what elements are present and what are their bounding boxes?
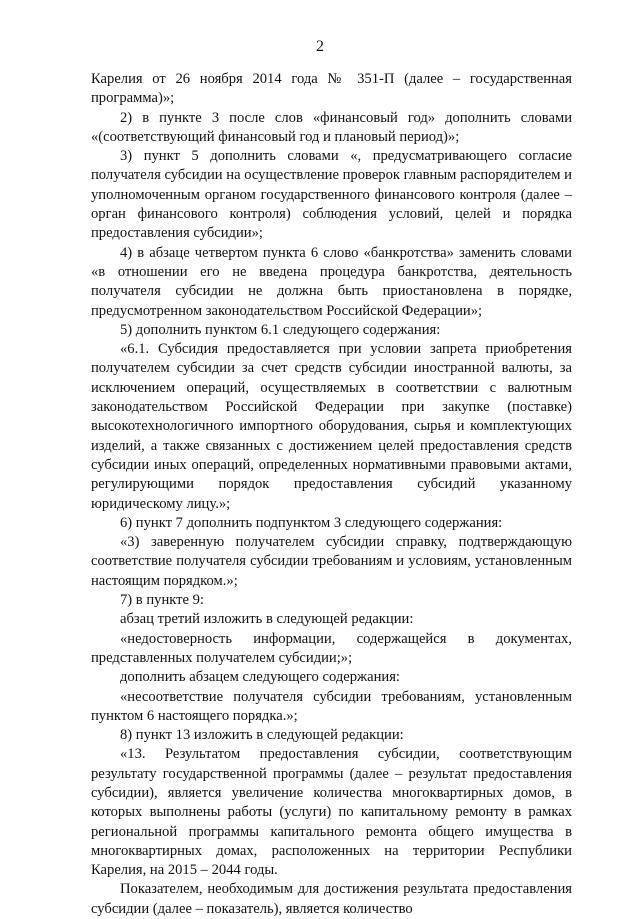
paragraph-item-7: 7) в пункте 9: [120, 592, 205, 609]
paragraph-add-abzac: дополнить абзацем следующего содержания: [120, 669, 400, 686]
paragraph-quote-nedostovernost: «недостоверность информации, содержащейся в документах, представленных получателем субсидии;»; [91, 630, 572, 666]
paragraph-item-8: 8) пункт 13 изложить в следующей редакции: [120, 727, 404, 744]
paragraph-item-6: 6) пункт 7 дополнить подпунктом 3 следующего содержания: [120, 514, 503, 531]
paragraph-item-4: 4) в абзаце четвертом пункта 6 слово «банкротства» заменить словами «в отношении его не введена процедура банкротства, деятельность получателя субсидии не должна быть приостановлена в порядке, предусмотренном законодательством Российской Федерации»; [91, 244, 572, 319]
paragraph-indicator: Показателем, необходимым для достижения результата предоставления субсидии (далее – показатель), является количество [91, 881, 572, 917]
paragraph-item-3: 3) пункт 5 дополнить словами «, предусматривающего согласие получателя субсидии на осуществление проверок главным распорядителем и уполномоченным органом государственного финансового контроля (далее – орган финансового контроля) соблюдения условий, целей и порядка предоставления субсидии»; [91, 148, 572, 242]
document-body [91, 70, 572, 919]
paragraph-quote-nesootvetstvie: «несоответствие получателя субсидии требованиям, установленным пунктом 6 настоящего порядка.»; [91, 688, 572, 724]
paragraph-subclause-3: «3) заверенную получателем субсидии справку, подтверждающую соответствие получателя субсидии требованиям и условиям, установленным настоящим порядком.»; [91, 534, 572, 589]
paragraph-clause-6-1: «6.1. Субсидия предоставляется при условии запрета приобретения получателем субсидии за счет средств субсидии иностранной валюты, за исключением операций, осуществляемых в соответствии с валютным законодательством Российской Федерации при закупке (поставке) высокотехнологичного импортного оборудования, сырья и комплектующих изделий, а также связанных с достижением целей предоставления средств субсидии иных операций, определенных нормативными правовыми актами, регулирующими порядок предоставления субсидий указанному юридическому лицу.»; [91, 341, 572, 512]
paragraph-clause-13: «13. Результатом предоставления субсидии, соответствующим результату государственной программы (далее – результат предоставления субсидии), является увеличение количества многоквартирных домов, в которых выполнены работы (услуги) по капитальному ремонту в рамках региональной программы капитального ремонта общего имущества в многоквартирных домах, расположенных на территории Республики Карелия, на 2015 – 2044 годы. [91, 746, 572, 879]
paragraph-item-5: 5) дополнить пунктом 6.1 следующего содержания: [120, 321, 441, 338]
paragraph-continuation: Карелия от 26 ноября 2014 года № 351-П (далее – государственная программа)»; [91, 71, 572, 107]
paragraph-item-2: 2) в пункте 3 после слов «финансовый год» дополнить словами «(соответствующий финансовый год и плановый период)»; [91, 109, 572, 145]
page-number: 2 [316, 38, 324, 55]
paragraph-abzac-3: абзац третий изложить в следующей редакции: [120, 611, 414, 628]
